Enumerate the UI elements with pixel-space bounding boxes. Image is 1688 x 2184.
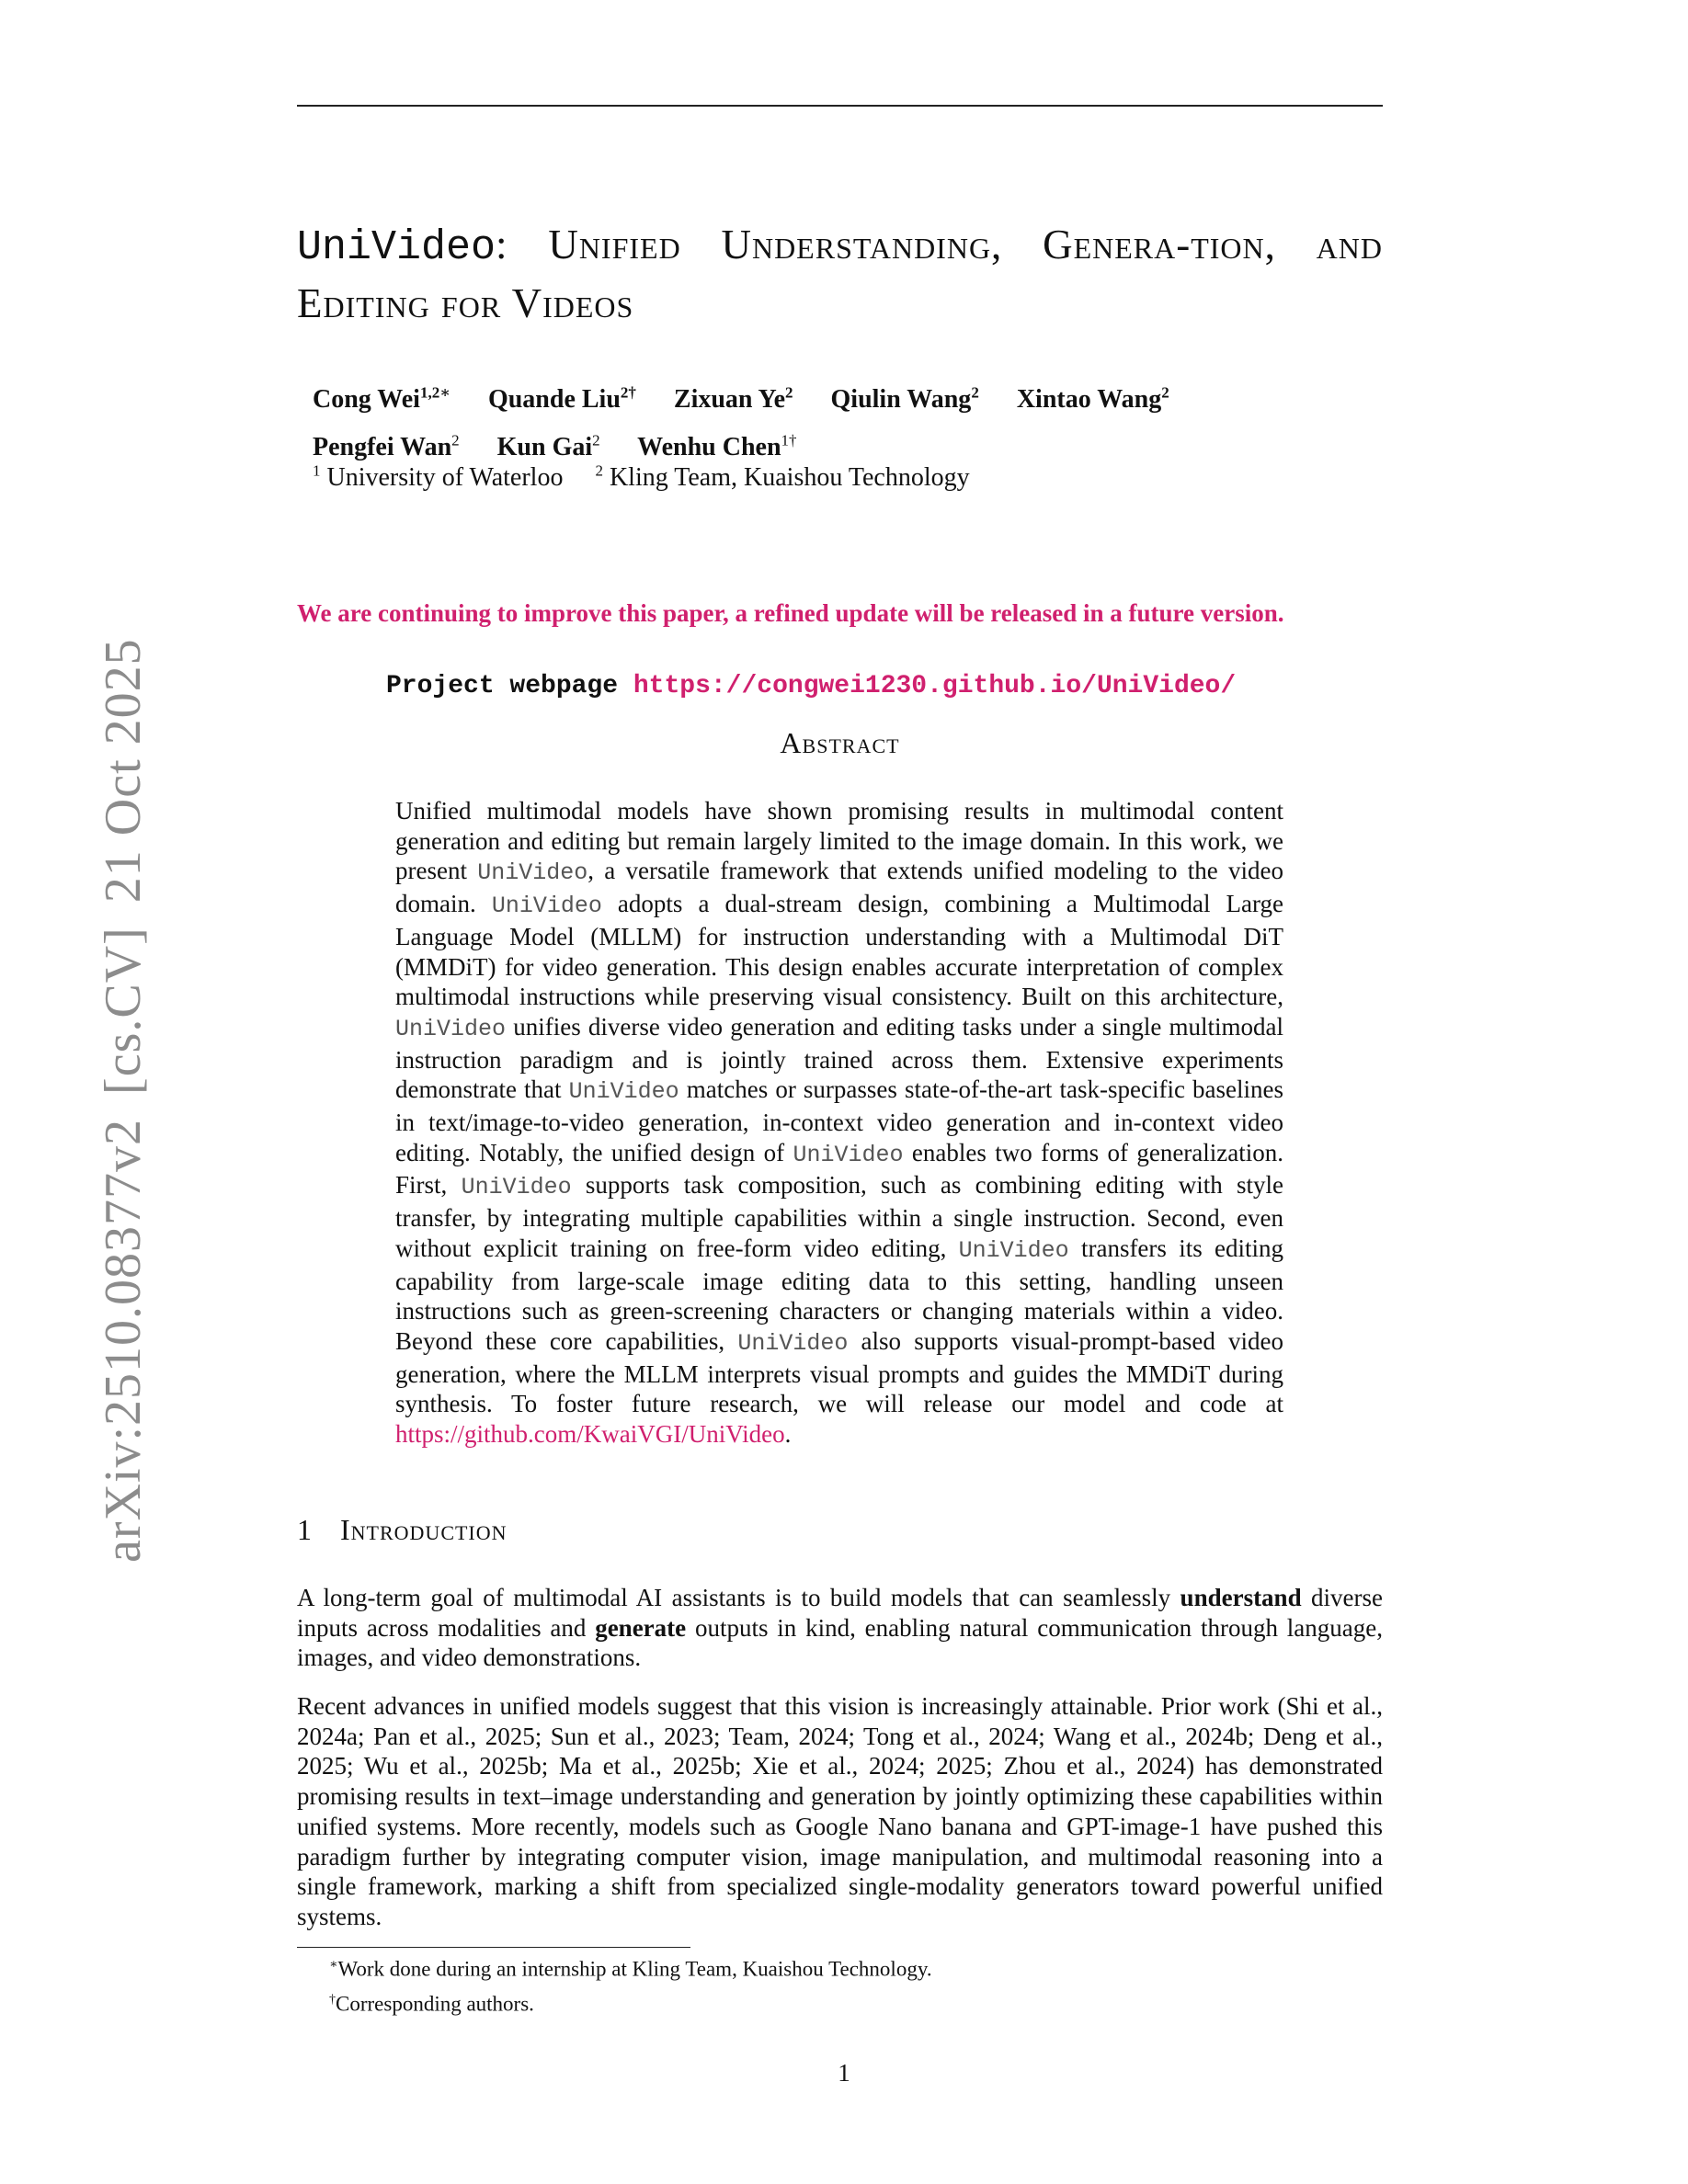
intro-paragraph-1: A long-term goal of multimodal AI assistants is to build models that can seamlessly understand diverse inputs across modalities and generate outputs in kind, enabling natural communication through language, images, and video demonstrations.	[297, 1584, 1384, 1672]
author: Pengfei Wan$^2$	[313, 431, 460, 461]
model-name: UniVideo	[958, 1236, 1069, 1264]
section-heading-introduction	[297, 1513, 508, 1547]
model-name: UniVideo	[491, 893, 602, 920]
arxiv-category: [cs.CV]	[95, 927, 152, 1095]
model-name: UniVideo	[461, 1174, 572, 1201]
author-list	[313, 373, 1379, 468]
model-name: UniVideo	[793, 1141, 904, 1168]
model-name: UniVideo	[568, 1078, 679, 1106]
author: Kun Gai$^2$	[496, 431, 600, 461]
model-name: UniVideo	[477, 859, 588, 887]
author-row-1	[313, 373, 1379, 420]
project-webpage	[386, 672, 1236, 700]
author-row-2	[313, 420, 1379, 467]
author: Qiulin Wang$^2$	[830, 384, 979, 415]
title-model-name: UniVideo	[297, 224, 496, 271]
author: Zixuan Ye$^2$	[673, 384, 793, 415]
section-number: 1	[297, 1513, 313, 1546]
affiliation: $^1$ University of Waterloo	[313, 462, 564, 493]
affiliation: $^2$ Kling Team, Kuaishou Technology	[595, 462, 970, 493]
update-notice: We are continuing to improve this paper, a refined update will be released in a future version.	[297, 599, 1284, 627]
model-name: UniVideo	[737, 1329, 849, 1357]
author: Cong Wei$^{1,2∗}$	[313, 384, 451, 415]
page-number: 1	[838, 2059, 850, 2087]
footnote: †Corresponding authors.	[329, 1992, 534, 2016]
arxiv-stamp	[95, 614, 152, 1563]
abstract-heading: Abstract	[780, 726, 900, 759]
arxiv-date: 21 Oct 2025	[95, 638, 152, 904]
affiliations	[313, 462, 996, 493]
github-link[interactable]: https://github.com/KwaiVGI/UniVideo	[395, 1420, 785, 1449]
project-url-link[interactable]: https://congwei1230.github.io/UniVideo/	[633, 672, 1237, 700]
footnotes	[329, 1950, 932, 2019]
author: Xintao Wang$^2$	[1016, 384, 1169, 415]
arxiv-id: arXiv:2510.08377v2	[95, 1118, 152, 1563]
footnote: ∗Work done during an internship at Kling Team, Kuaishou Technology.	[329, 1957, 932, 1981]
footnote-rule	[297, 1947, 690, 1948]
section-title: Introduction	[340, 1513, 508, 1546]
title-rest: : Unified Understanding, Genera-tion, and Editing for Videos	[297, 222, 1383, 326]
paper-title	[297, 217, 1383, 331]
abstract-body: Unified multimodal models have shown promising results in multimodal content generation and editing but remain largely limited to the image domain. In this work, we present UniVideo, a versatile framework that extends unified modeling to the video domain. UniVideo adopts a dual-stream design, combining a Multimodal Large Language Model (MLLM) for instruction understanding with a Multimodal DiT (MMDiT) for video generation. This design enables accurate interpretation of complex multimodal instructions while preserving visual consistency. Built on this architecture, UniVideo unifies diverse video generation and editing tasks under a single multimodal instruction paradigm and is jointly trained across them. Extensive experiments demonstrate that UniVideo matches or surpasses state-of-the-art task-specific baselines in text/image-to-video generation, in-context video generation and in-context video editing. Notably, the unified design of UniVideo enables two forms of generalization. First, UniVideo supports task composition, such as combining editing with style transfer, by integrating multiple capabilities within a single instruction. Second, even without explicit training on free-form video editing, UniVideo transfers its editing capability from large-scale image editing data to this setting, handling unseen instructions such as green-screening characters or changing materials within a video. Beyond these core capabilities, UniVideo also supports visual-prompt-based video generation, where the MLLM interprets visual prompts and guides the MMDiT during synthesis. To foster future research, we will release our model and code at https://github.com/KwaiVGI/UniVideo.	[395, 797, 1283, 1449]
header-rule	[297, 105, 1383, 107]
model-name: UniVideo	[395, 1015, 507, 1042]
project-label: Project webpage	[386, 672, 619, 700]
author: Wenhu Chen$^{1\dagger}$	[637, 431, 797, 461]
intro-paragraph-2: Recent advances in unified models suggest that this vision is increasingly attainable. Prior work (Shi et al., 2024a; Pan et al., 2025; Sun et al., 2023; Team, 2024; Tong et al., 2024; Wang et al., 2024b; Deng et al., 2025; Wu et al., 2025b; Ma et al., 2025b; Xie et al., 2024; 2025; Zhou et al., 2024) has demonstrated promising results in text–image understanding and generation by jointly optimizing these capabilities within unified systems. More recently, models such as Google Nano banana and GPT-image-1 have pushed this paradigm further by integrating computer vision, image manipulation, and multimodal reasoning into a single framework, marking a shift from specialized single-modality generators toward powerful unified systems.	[297, 1692, 1383, 1930]
author: Quande Liu$^{2\dagger}$	[487, 384, 636, 415]
